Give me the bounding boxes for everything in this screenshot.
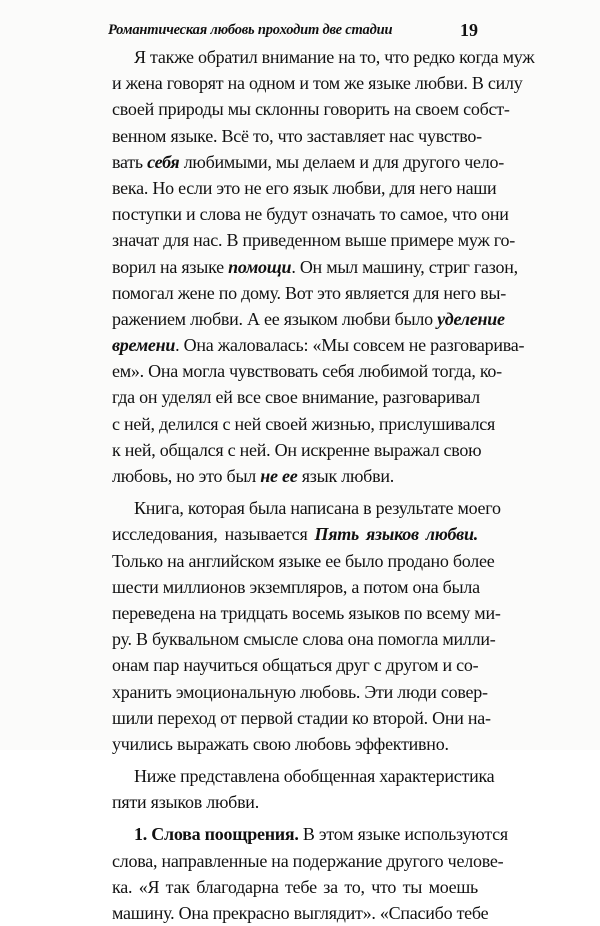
text-line: с ней, делился с ней своей жизнью, прислушивался bbox=[112, 413, 496, 434]
text-line: учились выражать свою любовь эффективно. bbox=[112, 733, 449, 754]
text-line bbox=[112, 149, 505, 175]
text-line: шести миллионов экземпляров, а потом она была bbox=[112, 576, 480, 597]
text-run: любовь, но это был bbox=[112, 466, 261, 486]
text-line: ру. В буквальном смысле слова она помогла милли- bbox=[112, 629, 496, 650]
text-line bbox=[112, 821, 508, 847]
text-line: венном языке. Всё то, что заставляет нас чувство- bbox=[112, 125, 482, 146]
text-line: и жена говорят на одном и том же языке любви. В силу bbox=[112, 73, 523, 94]
text-line: Только на английском языке ее было продано более bbox=[112, 550, 495, 571]
text-line: Ниже представлена обобщенная характеристика bbox=[134, 766, 495, 787]
body-text bbox=[112, 44, 535, 926]
text-line: переведена на тридцать восемь языков по всему ми- bbox=[112, 602, 501, 623]
text-line: помогал жене по дому. Вот это является для него вы- bbox=[112, 282, 506, 303]
page-header bbox=[108, 22, 480, 46]
text-line: поступки и слова не будут означать то самое, что они bbox=[112, 204, 509, 225]
page-number: 19 bbox=[460, 20, 478, 40]
text-run: любимыми, мы делаем и для другого чело- bbox=[179, 151, 505, 172]
text-line: к ней, общался с ней. Он искренне выражал свою bbox=[112, 439, 482, 460]
text-run: В этом языке используются bbox=[298, 824, 508, 845]
emphasis: помощи bbox=[228, 256, 292, 277]
text-line: Я также обратил внимание на то, что редко когда муж bbox=[134, 47, 535, 67]
book-title: Пять языков любви. bbox=[314, 524, 478, 545]
text-line bbox=[112, 521, 478, 547]
text-line: шили переход от первой стадии ко второй. Они на- bbox=[112, 707, 491, 728]
text-line bbox=[112, 254, 518, 280]
text-line: значат для нас. В приведенном выше примере муж го- bbox=[112, 230, 515, 251]
text-run: ражением любви. А ее языком любви было bbox=[112, 308, 438, 329]
text-line bbox=[112, 463, 478, 489]
text-run: язык любви. bbox=[297, 466, 394, 486]
section-heading: 1. Слова поощрения. bbox=[134, 824, 299, 845]
text-run: ворил на языке bbox=[112, 256, 229, 277]
text-run: вать bbox=[112, 151, 148, 172]
emphasis: времени bbox=[112, 335, 176, 356]
emphasis: себя bbox=[147, 151, 180, 172]
text-run: . Она жаловалась: «Мы совсем не разговарива- bbox=[175, 335, 525, 356]
text-line: ем». Она могла чувствовать себя любимой тогда, ко- bbox=[112, 361, 502, 382]
text-line: пяти языков любви. bbox=[112, 792, 259, 813]
text-line bbox=[112, 332, 525, 358]
text-line: хранить эмоциональную любовь. Эти люди совер- bbox=[112, 681, 488, 702]
text-line: слова, направленные на подержание другого челове- bbox=[112, 850, 504, 871]
text-line bbox=[112, 306, 505, 332]
running-title: Романтическая любовь проходит две стадии bbox=[108, 22, 393, 38]
text-run: исследования, называется bbox=[112, 524, 315, 545]
text-line: своей природы мы склонны говорить на своем собст- bbox=[112, 99, 510, 120]
emphasis: не ее bbox=[260, 466, 298, 486]
text-line: ка. «Я так благодарна тебе за то, что ты моешь bbox=[112, 876, 478, 897]
text-line: гда он уделял ей все свое внимание, разговаривал bbox=[112, 387, 480, 408]
text-run: . Он мыл машину, стриг газон, bbox=[291, 256, 518, 277]
emphasis: уделение bbox=[437, 308, 505, 329]
text-line: Книга, которая была написана в результате моего bbox=[134, 498, 501, 519]
text-line: онам пар научиться общаться друг с другом и со- bbox=[112, 655, 479, 676]
text-line: века. Но если это не его язык любви, для него наши bbox=[112, 177, 497, 198]
text-line: машину. Она прекрасно выглядит». «Спасибо тебе bbox=[112, 903, 489, 923]
